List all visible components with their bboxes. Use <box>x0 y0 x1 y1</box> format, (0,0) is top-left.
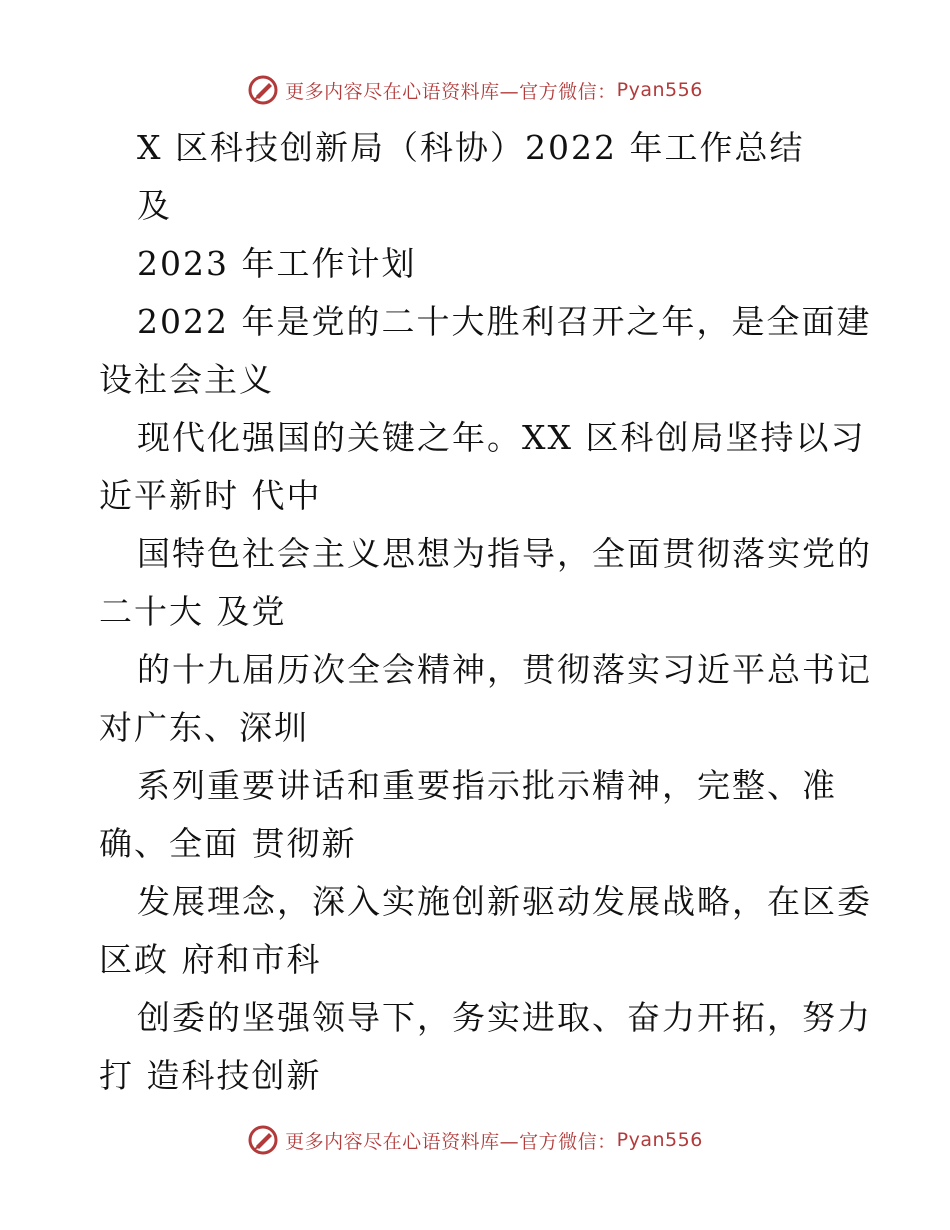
logo-pen-icon <box>247 1124 279 1156</box>
paragraph-line: 系列重要讲话和重要指示批示精神，完整、准 <box>137 766 837 805</box>
watermark-text: 更多内容尽在心语资料库—官方微信： <box>285 1130 617 1153</box>
watermark-banner-top <box>0 74 950 106</box>
paragraph-line: 创委的坚强领导下，务实进取、奋力开拓，努力 <box>137 998 872 1037</box>
document-title-line-3: 2023 年工作计划 <box>137 244 417 283</box>
paragraph-line: 二十大 及党 <box>99 592 287 631</box>
paragraph-line: 发展理念，深入实施创新驱动发展战略，在区委 <box>137 882 872 921</box>
watermark-banner-bottom <box>0 1124 950 1156</box>
document-title-line-2: 及 <box>137 186 172 225</box>
paragraph-line: 近平新时 代中 <box>99 476 322 515</box>
paragraph-line: 区政 府和市科 <box>99 940 322 979</box>
paragraph-line: 2022 年是党的二十大胜利召开之年，是全面建 <box>137 302 872 341</box>
paragraph-line: 确、全面 贯彻新 <box>99 824 357 863</box>
watermark-wechat-id: Pyan556 <box>616 1129 703 1151</box>
paragraph-line: 现代化强国的关键之年。XX 区科创局坚持以习 <box>137 418 866 457</box>
paragraph-line: 的十九届历次全会精神，贯彻落实习近平总书记 <box>137 650 872 689</box>
paragraph-line: 打 造科技创新 <box>99 1056 322 1095</box>
logo-pen-icon <box>247 74 279 106</box>
watermark-text: 更多内容尽在心语资料库—官方微信： <box>285 80 617 103</box>
document-title-line-1: X 区科技创新局（科协）2022 年工作总结 <box>137 128 805 167</box>
watermark-wechat-id: Pyan556 <box>616 79 703 101</box>
paragraph-line: 对广东、深圳 <box>99 708 309 747</box>
paragraph-line: 设社会主义 <box>99 360 274 399</box>
paragraph-line: 国特色社会主义思想为指导，全面贯彻落实党的 <box>137 534 872 573</box>
